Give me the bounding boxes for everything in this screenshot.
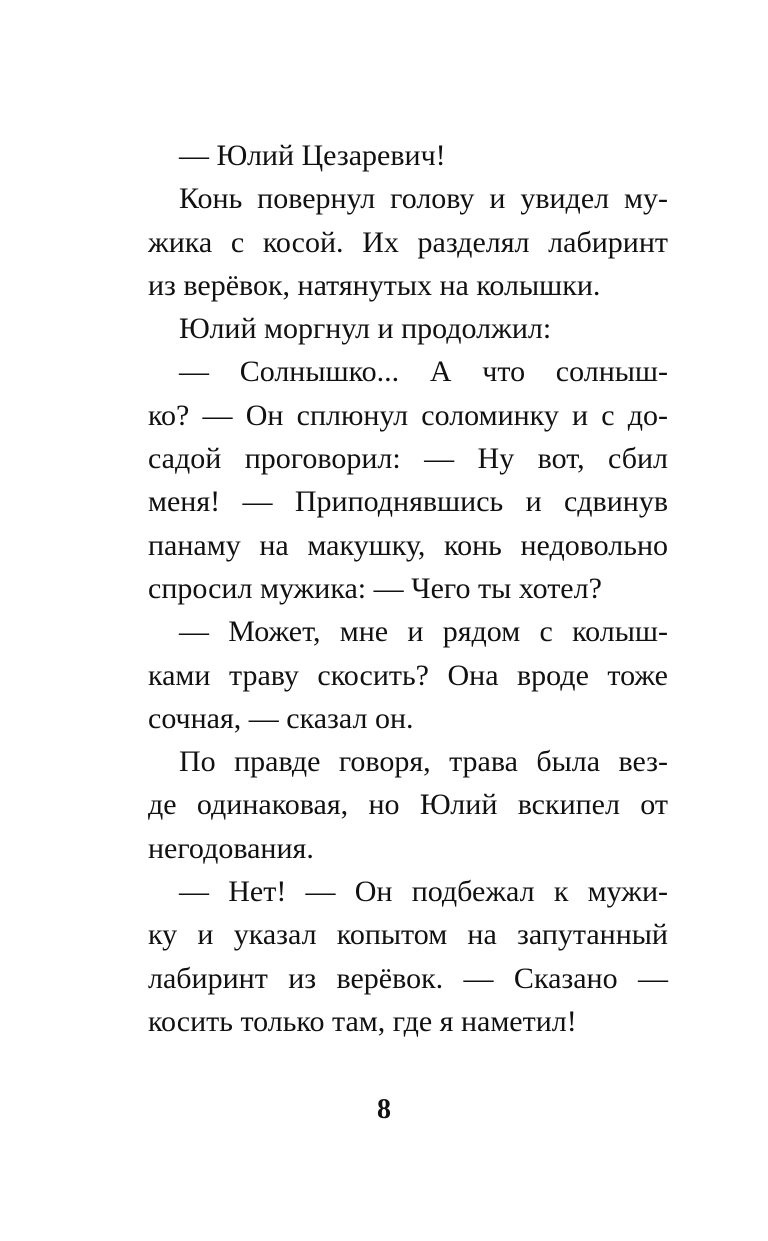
text-line: ко? — Он сплюнул соломинку и с до-: [148, 398, 668, 432]
text-line: де одинаковая, но Юлий вскипел от: [148, 788, 668, 822]
text-line: косить только там, где я наметил!: [148, 1004, 577, 1038]
text-line: — Может, мне и рядом с колыш-: [179, 615, 668, 649]
text-line: лабиринт из верёвок. — Сказано —: [148, 961, 668, 995]
text-line: из верёвок, натянутых на колышки.: [148, 268, 601, 302]
text-line: панаму на макушку, конь недовольно: [148, 528, 668, 562]
text-line: меня! — Приподнявшись и сдвинув: [148, 485, 668, 519]
text-line: ками траву скосить? Она вроде тоже: [148, 658, 668, 692]
text-line: — Юлий Цезаревич!: [179, 139, 446, 172]
text-line: негодования.: [148, 831, 314, 865]
text-line: Юлий моргнул и продолжил:: [179, 312, 552, 346]
page-number: 8: [377, 1094, 391, 1125]
text-line: сочная, — сказал он.: [148, 701, 414, 735]
text-line: Конь повернул голову и увидел му-: [179, 182, 668, 216]
text-line: ку и указал копытом на запутанный: [148, 918, 668, 952]
text-line: спросил мужика: — Чего ты хотел?: [148, 571, 602, 605]
text-line: По правде говоря, трава была вез-: [179, 745, 668, 779]
book-page-text: [148, 134, 668, 1043]
text-line: — Солнышко... А что солныш-: [179, 355, 668, 389]
text-line: жика с косой. Их разделял лабиринт: [148, 225, 668, 259]
text-line: садой проговорил: — Ну вот, сбил: [148, 442, 668, 476]
text-line: — Нет! — Он подбежал к мужи-: [179, 875, 668, 909]
